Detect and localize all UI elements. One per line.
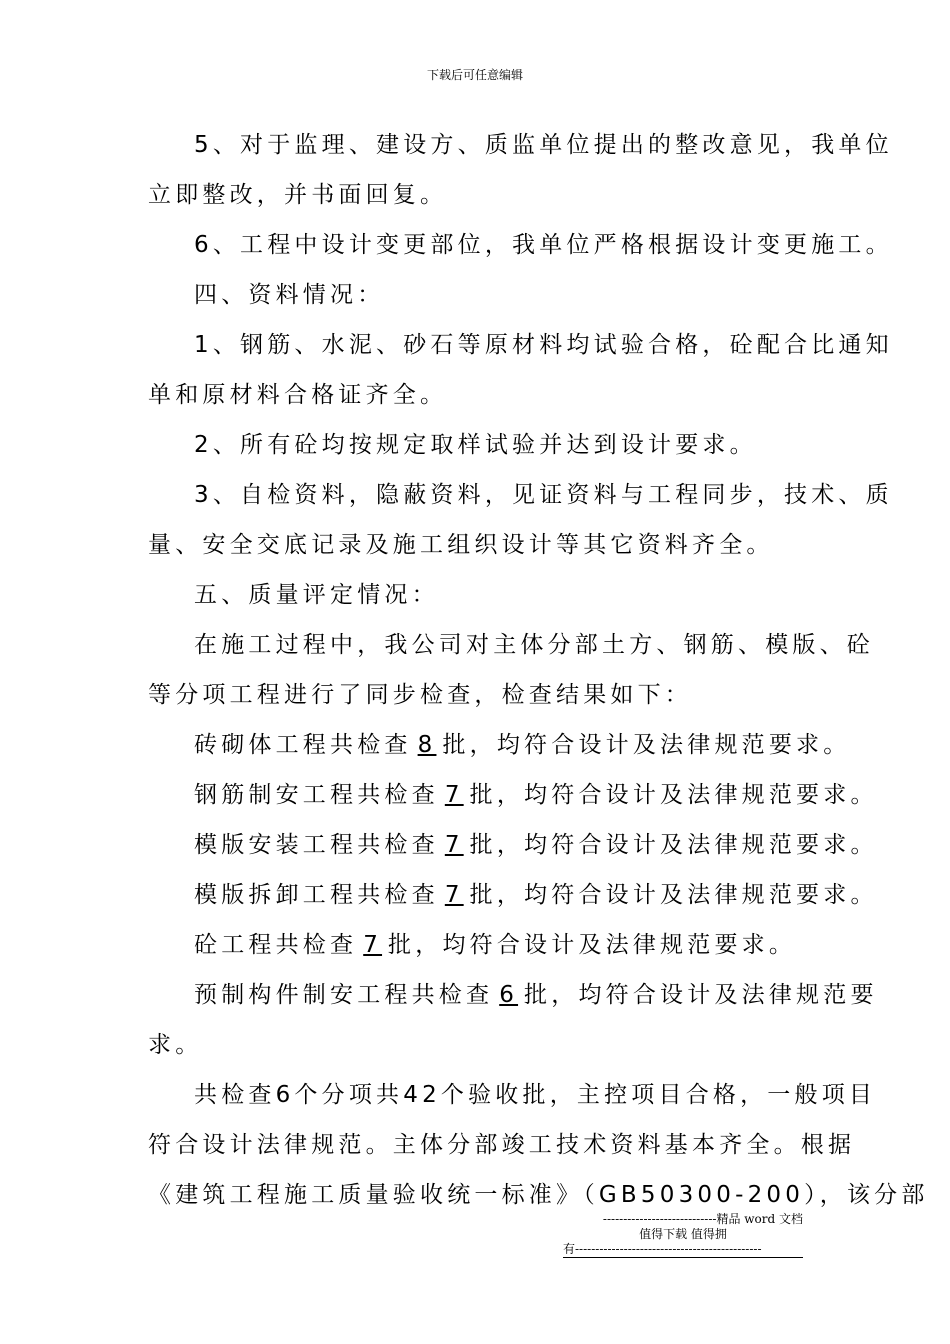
check-label: 模版拆卸工程共检查 — [194, 882, 439, 908]
materials-item-3-line2: 量、安全交底记录及施工组织设计等其它资料齐全。 — [148, 532, 774, 558]
materials-item-3-line1: 3、自检资料，隐蔽资料，见证资料与工程同步，技术、质 — [194, 482, 893, 508]
check-line-precast-cont: 求。 — [148, 1032, 203, 1058]
check-result: 批，均符合设计及法律规范要 — [524, 982, 878, 1008]
check-result: 批，均符合设计及法律规范要求。 — [388, 932, 797, 958]
check-label: 模版安装工程共检查 — [194, 832, 439, 858]
summary-line3: 《建筑工程施工质量验收统一标准》（GB50300-200），该分部 — [148, 1182, 929, 1208]
check-count: 7 — [444, 782, 464, 808]
check-label: 砖砌体工程共检查 — [194, 732, 412, 758]
check-count: 7 — [363, 932, 383, 958]
check-count: 7 — [444, 832, 464, 858]
check-result: 批，均符合设计及法律规范要求。 — [469, 832, 878, 858]
summary-line1: 共检查6个分项共42个验收批，主控项目合格，一般项目 — [194, 1082, 877, 1108]
quality-intro-line2: 等分项工程进行了同步检查，检查结果如下： — [148, 682, 692, 708]
footer-line2: 值得下载 值得拥 — [639, 1227, 727, 1241]
summary-line2: 符合设计法律规范。主体分部竣工技术资料基本齐全。根据 — [148, 1132, 856, 1158]
check-label: 砼工程共检查 — [194, 932, 358, 958]
check-line-precast — [148, 970, 878, 1020]
check-line-formwork-install — [148, 820, 878, 870]
check-label: 预制构件制安工程共检查 — [194, 982, 494, 1008]
check-line-rebar — [148, 770, 878, 820]
footer-line3: 有---------------------------------------------- — [563, 1242, 803, 1258]
check-line-masonry — [148, 720, 851, 770]
materials-item-1-line2: 单和原材料合格证齐全。 — [148, 382, 448, 408]
check-result: 批，均符合设计及法律规范要求。 — [469, 882, 878, 908]
check-label: 钢筋制安工程共检查 — [194, 782, 439, 808]
check-line-concrete — [148, 920, 803, 970]
section-heading-4: 四、资料情况： — [194, 282, 385, 308]
check-count: 7 — [444, 882, 464, 908]
section-heading-5: 五、质量评定情况： — [194, 582, 439, 608]
paragraph-5-line1: 5、对于监理、建设方、质监单位提出的整改意见，我单位 — [194, 132, 893, 158]
quality-intro-line1: 在施工过程中，我公司对主体分部土方、钢筋、模版、砼 — [194, 632, 874, 658]
check-result: 批，均符合设计及法律规范要求。 — [442, 732, 851, 758]
paragraph-6: 6、工程中设计变更部位，我单位严格根据设计变更施工。 — [194, 232, 893, 258]
materials-item-1-line1: 1、钢筋、水泥、砂石等原材料均试验合格，砼配合比通知 — [194, 332, 893, 358]
page-header: 下载后可任意编辑 — [426, 68, 523, 82]
document-body — [148, 120, 929, 1220]
check-count: 6 — [499, 982, 519, 1008]
paragraph-5-line2: 立即整改，并书面回复。 — [148, 182, 448, 208]
materials-item-2: 2、所有砼均按规定取样试验并达到设计要求。 — [194, 432, 757, 458]
check-line-formwork-removal — [148, 870, 878, 920]
footer-line1: ----------------------------精品 word 文档 — [602, 1212, 803, 1226]
check-result: 批，均符合设计及法律规范要求。 — [469, 782, 878, 808]
check-count: 8 — [417, 732, 437, 758]
page-footer — [563, 1212, 803, 1258]
